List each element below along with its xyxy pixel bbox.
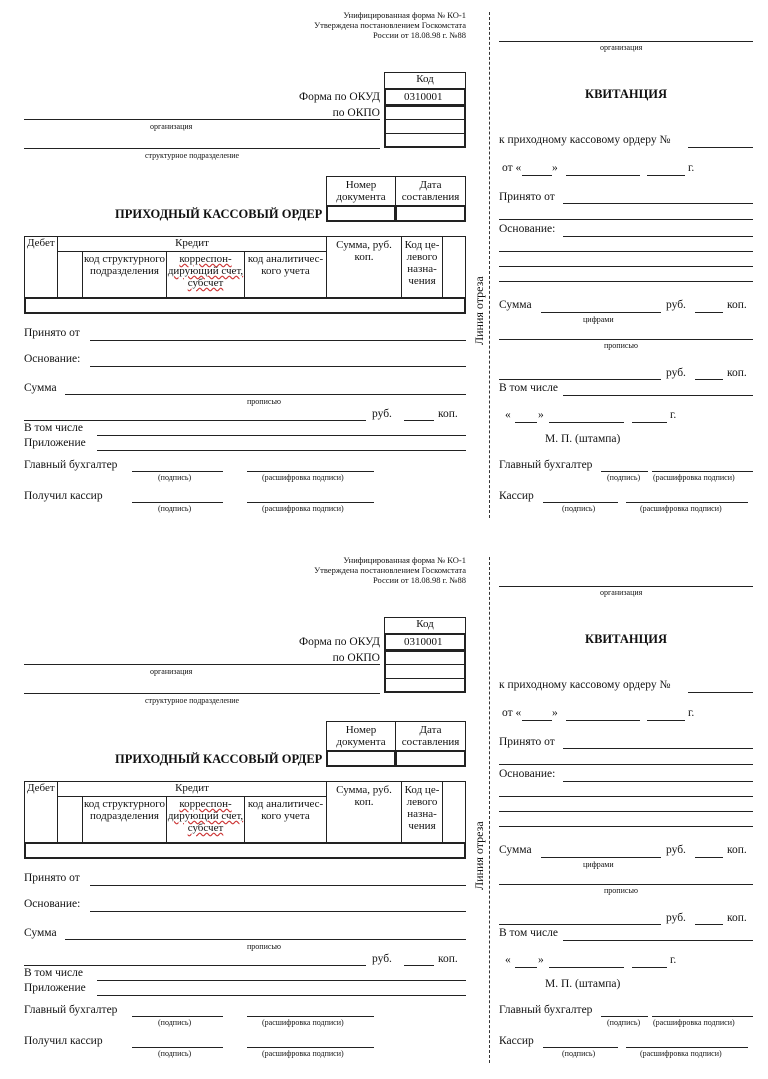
okud-value[interactable]: 0310001 bbox=[384, 633, 466, 651]
receipt-received-line-2[interactable] bbox=[499, 219, 753, 220]
receipt-basis-line-2[interactable] bbox=[499, 796, 753, 797]
header-line1: Унифицированная форма № КО-1 bbox=[343, 10, 466, 20]
sum-line[interactable] bbox=[65, 939, 466, 940]
receipt-stamp-label: М. П. (штампа) bbox=[545, 978, 621, 990]
basis-label: Основание: bbox=[24, 898, 81, 910]
cashier-signature-line[interactable] bbox=[132, 1047, 223, 1048]
receipt-sum-label: Сумма bbox=[499, 299, 532, 311]
okpo-value[interactable] bbox=[384, 650, 466, 693]
receipt-date-month-line[interactable] bbox=[549, 967, 624, 968]
kop-line[interactable] bbox=[404, 420, 434, 421]
th-purpose: Код це-левого назна-чения bbox=[401, 236, 443, 298]
receipt-chief-accountant-label: Главный бухгалтер bbox=[499, 1004, 593, 1016]
th-debit: Дебет bbox=[24, 781, 58, 843]
cashier-decoding-caption: (расшифровка подписи) bbox=[262, 504, 344, 513]
order-title: ПРИХОДНЫЙ КАССОВЫЙ ОРДЕР bbox=[115, 207, 323, 221]
okpo-label: по ОКПО bbox=[332, 652, 380, 664]
receipt-org-line[interactable] bbox=[499, 586, 753, 587]
receipt-kop-line-2[interactable] bbox=[695, 379, 723, 380]
receipt-to-order-label: к приходному кассовому ордеру № bbox=[499, 679, 671, 691]
receipt-chief-signature-line[interactable] bbox=[601, 471, 648, 472]
cashier-signature-caption: (подпись) bbox=[158, 1049, 192, 1058]
receipt-from-label: от « bbox=[502, 162, 522, 174]
received-from-label: Принято от bbox=[24, 327, 80, 339]
cashier-decoding-line[interactable] bbox=[247, 502, 374, 503]
received-from-line[interactable] bbox=[90, 885, 466, 886]
receipt-figures-caption: цифрами bbox=[583, 315, 614, 324]
subdiv-line[interactable] bbox=[24, 148, 380, 149]
receipt-including-label: В том числе bbox=[499, 927, 558, 939]
basis-line[interactable] bbox=[90, 911, 466, 912]
attachment-line[interactable] bbox=[97, 995, 466, 996]
th-corr-account-text: корреспон-дирующий счет, субсчет bbox=[167, 253, 244, 289]
doc-number-header: Номер документа bbox=[326, 176, 396, 206]
okud-value[interactable]: 0310001 bbox=[384, 88, 466, 106]
kop-label: коп. bbox=[438, 953, 458, 965]
receipt-date-quote-open: « bbox=[505, 954, 511, 966]
receipt-date-quote-open: « bbox=[505, 409, 511, 421]
okpo-value[interactable] bbox=[384, 105, 466, 148]
receipt-basis-label: Основание: bbox=[499, 223, 556, 235]
receipt-basis-line-2[interactable] bbox=[499, 251, 753, 252]
sum-in-words-caption: прописью bbox=[247, 397, 282, 406]
subdiv-caption: структурное подразделение bbox=[145, 151, 240, 160]
order-title: ПРИХОДНЫЙ КАССОВЫЙ ОРДЕР bbox=[115, 752, 323, 766]
receipt-words-caption: прописью bbox=[604, 341, 639, 350]
receipt-date-day-line[interactable] bbox=[515, 967, 537, 968]
th-purpose: Код це-левого назна-чения bbox=[401, 781, 443, 843]
sum-line[interactable] bbox=[65, 394, 466, 395]
cashier-label: Получил кассир bbox=[24, 1035, 103, 1047]
receipt-basis-line[interactable] bbox=[563, 781, 753, 782]
receipt-day-line[interactable] bbox=[522, 175, 552, 176]
chief-signature-line[interactable] bbox=[132, 1016, 223, 1017]
okpo-label: по ОКПО bbox=[332, 107, 380, 119]
cashier-signature-line[interactable] bbox=[132, 502, 223, 503]
th-analytic-code: код аналитичес-кого учета bbox=[244, 251, 327, 298]
cashier-signature-caption: (подпись) bbox=[158, 504, 192, 513]
receipt-including-line[interactable] bbox=[563, 395, 753, 396]
receipt-chief-signature-caption: (подпись) bbox=[607, 473, 641, 482]
receipt-date-day-line[interactable] bbox=[515, 422, 537, 423]
receipt-basis-line[interactable] bbox=[563, 236, 753, 237]
receipt-date-year-label: г. bbox=[670, 409, 677, 421]
receipt-cashier-signature-line[interactable] bbox=[543, 1047, 618, 1048]
receipt-day-line[interactable] bbox=[522, 720, 552, 721]
receipt-cashier-decoding-line[interactable] bbox=[626, 1047, 748, 1048]
receipt-quote-close: » bbox=[552, 707, 558, 719]
code-header: Код bbox=[384, 617, 466, 634]
receipt-figures-caption: цифрами bbox=[583, 860, 614, 869]
chief-decoding-line[interactable] bbox=[247, 1016, 374, 1017]
th-credit-blank bbox=[57, 796, 83, 843]
receipt-year-line[interactable] bbox=[647, 720, 685, 721]
th-empty bbox=[442, 236, 466, 298]
okud-label: Форма по ОКУД bbox=[299, 636, 380, 648]
receipt-sum-words-line-2[interactable] bbox=[499, 379, 661, 380]
attachment-label: Приложение bbox=[24, 982, 86, 994]
sum-in-words-caption: прописью bbox=[247, 942, 282, 951]
receipt-cashier-label: Кассир bbox=[499, 490, 534, 502]
receipt-basis-line-3[interactable] bbox=[499, 811, 753, 812]
header-line2: Утверждена постановлением Госкомстата bbox=[314, 20, 466, 30]
receipt-date-year-label: г. bbox=[670, 954, 677, 966]
receipt-received-line-2[interactable] bbox=[499, 764, 753, 765]
header-line1: Унифицированная форма № КО-1 bbox=[343, 555, 466, 565]
rub-label: руб. bbox=[372, 408, 392, 420]
org-line[interactable] bbox=[24, 119, 380, 120]
th-struct-code: код структурного подразделения bbox=[82, 251, 167, 298]
receipt-year-line[interactable] bbox=[647, 175, 685, 176]
receipt-received-from-label: Принято от bbox=[499, 191, 555, 203]
receipt-rub-label-2: руб. bbox=[666, 912, 686, 924]
chief-accountant-label: Главный бухгалтер bbox=[24, 459, 118, 471]
receipt-org-line[interactable] bbox=[499, 41, 753, 42]
receipt-year-label: г. bbox=[688, 707, 695, 719]
receipt-chief-decoding-line[interactable] bbox=[652, 1016, 753, 1017]
receipt-sum-words-line[interactable] bbox=[499, 884, 753, 885]
org-line[interactable] bbox=[24, 664, 380, 665]
receipt-order-number-line[interactable] bbox=[688, 692, 753, 693]
receipt-chief-decoding-caption: (расшифровка подписи) bbox=[653, 1018, 735, 1027]
receipt-kop-line[interactable] bbox=[695, 312, 723, 313]
receipt-chief-decoding-line[interactable] bbox=[652, 471, 753, 472]
kop-line[interactable] bbox=[404, 965, 434, 966]
doc-date-header: Дата составления bbox=[395, 176, 466, 206]
receipt-rub-label: руб. bbox=[666, 299, 686, 311]
th-analytic-code: код аналитичес-кого учета bbox=[244, 796, 327, 843]
th-debit: Дебет bbox=[24, 236, 58, 298]
cashier-label: Получил кассир bbox=[24, 490, 103, 502]
cut-line bbox=[489, 12, 490, 518]
chief-decoding-caption: (расшифровка подписи) bbox=[262, 1018, 344, 1027]
receipt-cashier-signature-caption: (подпись) bbox=[562, 504, 596, 513]
receipt-kop-label: коп. bbox=[727, 844, 747, 856]
cash-order-form-1 bbox=[0, 0, 768, 534]
receipt-kop-label-2: коп. bbox=[727, 912, 747, 924]
receipt-chief-signature-line[interactable] bbox=[601, 1016, 648, 1017]
receipt-chief-accountant-label: Главный бухгалтер bbox=[499, 459, 593, 471]
receipt-chief-decoding-caption: (расшифровка подписи) bbox=[653, 473, 735, 482]
receipt-cashier-decoding-caption: (расшифровка подписи) bbox=[640, 504, 722, 513]
receipt-sum-figures-line[interactable] bbox=[541, 857, 661, 858]
th-struct-code: код структурного подразделения bbox=[82, 796, 167, 843]
receipt-including-line[interactable] bbox=[563, 940, 753, 941]
receipt-quote-close: » bbox=[552, 162, 558, 174]
receipt-sum-words-line-2[interactable] bbox=[499, 924, 661, 925]
receipt-rub-label-2: руб. bbox=[666, 367, 686, 379]
received-from-line[interactable] bbox=[90, 340, 466, 341]
chief-signature-caption: (подпись) bbox=[158, 1018, 192, 1027]
cut-line-label: Линия отреза bbox=[472, 821, 486, 890]
cut-line-label: Линия отреза bbox=[472, 276, 486, 345]
receipt-received-from-label: Принято от bbox=[499, 736, 555, 748]
cut-line bbox=[489, 557, 490, 1063]
receipt-rub-label: руб. bbox=[666, 844, 686, 856]
org-caption: организация bbox=[150, 667, 193, 676]
th-empty bbox=[442, 781, 466, 843]
receipt-year-label: г. bbox=[688, 162, 695, 174]
received-from-label: Принято от bbox=[24, 872, 80, 884]
subdiv-caption: структурное подразделение bbox=[145, 696, 240, 705]
including-line[interactable] bbox=[97, 980, 466, 981]
receipt-date-quote-close: » bbox=[538, 409, 544, 421]
receipt-date-quote-close: » bbox=[538, 954, 544, 966]
receipt-date-month-line[interactable] bbox=[549, 422, 624, 423]
th-corr-account bbox=[166, 251, 245, 298]
attachment-line[interactable] bbox=[97, 450, 466, 451]
header-line3: России от 18.08.98 г. №88 bbox=[373, 30, 466, 40]
th-corr-account-text: корреспон-дирующий счет, субсчет bbox=[167, 798, 244, 834]
receipt-kop-line[interactable] bbox=[695, 857, 723, 858]
doc-date-header: Дата составления bbox=[395, 721, 466, 751]
header-line3: России от 18.08.98 г. №88 bbox=[373, 575, 466, 585]
receipt-basis-label: Основание: bbox=[499, 768, 556, 780]
receipt-title: КВИТАНЦИЯ bbox=[585, 87, 668, 101]
header-line2: Утверждена постановлением Госкомстата bbox=[314, 565, 466, 575]
receipt-including-label: В том числе bbox=[499, 382, 558, 394]
rub-label: руб. bbox=[372, 953, 392, 965]
cashier-decoding-line[interactable] bbox=[247, 1047, 374, 1048]
receipt-cashier-decoding-line[interactable] bbox=[626, 502, 748, 503]
subdiv-line[interactable] bbox=[24, 693, 380, 694]
doc-number-value[interactable] bbox=[326, 750, 396, 767]
receipt-sum-label: Сумма bbox=[499, 844, 532, 856]
chief-decoding-caption: (расшифровка подписи) bbox=[262, 473, 344, 482]
sum-label: Сумма bbox=[24, 382, 57, 394]
receipt-chief-signature-caption: (подпись) bbox=[607, 1018, 641, 1027]
receipt-basis-line-4[interactable] bbox=[499, 281, 753, 282]
cash-order-form-2 bbox=[0, 545, 768, 1079]
chief-signature-caption: (подпись) bbox=[158, 473, 192, 482]
chief-signature-line[interactable] bbox=[132, 471, 223, 472]
chief-accountant-label: Главный бухгалтер bbox=[24, 1004, 118, 1016]
basis-label: Основание: bbox=[24, 353, 81, 365]
receipt-month-line[interactable] bbox=[566, 175, 640, 176]
doc-number-header: Номер документа bbox=[326, 721, 396, 751]
receipt-month-line[interactable] bbox=[566, 720, 640, 721]
sum-line-2[interactable] bbox=[24, 965, 366, 966]
cashier-decoding-caption: (расшифровка подписи) bbox=[262, 1049, 344, 1058]
receipt-words-caption: прописью bbox=[604, 886, 639, 895]
okud-label: Форма по ОКУД bbox=[299, 91, 380, 103]
receipt-from-label: от « bbox=[502, 707, 522, 719]
receipt-to-order-label: к приходному кассовому ордеру № bbox=[499, 134, 671, 146]
receipt-cashier-decoding-caption: (расшифровка подписи) bbox=[640, 1049, 722, 1058]
receipt-received-from-line[interactable] bbox=[563, 203, 753, 204]
receipt-stamp-label: М. П. (штампа) bbox=[545, 433, 621, 445]
receipt-kop-label-2: коп. bbox=[727, 367, 747, 379]
th-credit: Кредит bbox=[57, 236, 327, 252]
receipt-date-year-line[interactable] bbox=[632, 422, 667, 423]
table-data-row[interactable] bbox=[24, 842, 466, 859]
th-sum: Сумма, руб. коп. bbox=[326, 781, 402, 843]
sum-label: Сумма bbox=[24, 927, 57, 939]
receipt-cashier-signature-caption: (подпись) bbox=[562, 1049, 596, 1058]
th-corr-account bbox=[166, 796, 245, 843]
doc-date-value[interactable] bbox=[395, 750, 466, 767]
receipt-title: КВИТАНЦИЯ bbox=[585, 632, 668, 646]
chief-decoding-line[interactable] bbox=[247, 471, 374, 472]
sum-line-2[interactable] bbox=[24, 420, 366, 421]
including-line[interactable] bbox=[97, 435, 466, 436]
receipt-cashier-signature-line[interactable] bbox=[543, 502, 618, 503]
receipt-order-number-line[interactable] bbox=[688, 147, 753, 148]
th-sum: Сумма, руб. коп. bbox=[326, 236, 402, 298]
receipt-received-from-line[interactable] bbox=[563, 748, 753, 749]
basis-line[interactable] bbox=[90, 366, 466, 367]
receipt-basis-line-3[interactable] bbox=[499, 266, 753, 267]
org-caption: организация bbox=[150, 122, 193, 131]
code-header: Код bbox=[384, 72, 466, 89]
receipt-kop-line-2[interactable] bbox=[695, 924, 723, 925]
receipt-org-caption: организация bbox=[600, 43, 643, 52]
attachment-label: Приложение bbox=[24, 437, 86, 449]
including-label: В том числе bbox=[24, 967, 83, 979]
receipt-sum-words-line[interactable] bbox=[499, 339, 753, 340]
receipt-kop-label: коп. bbox=[727, 299, 747, 311]
table-data-row[interactable] bbox=[24, 297, 466, 314]
receipt-cashier-label: Кассир bbox=[499, 1035, 534, 1047]
receipt-basis-line-4[interactable] bbox=[499, 826, 753, 827]
th-credit-blank bbox=[57, 251, 83, 298]
th-credit: Кредит bbox=[57, 781, 327, 797]
doc-number-value[interactable] bbox=[326, 205, 396, 222]
receipt-date-year-line[interactable] bbox=[632, 967, 667, 968]
receipt-org-caption: организация bbox=[600, 588, 643, 597]
doc-date-value[interactable] bbox=[395, 205, 466, 222]
kop-label: коп. bbox=[438, 408, 458, 420]
receipt-sum-figures-line[interactable] bbox=[541, 312, 661, 313]
including-label: В том числе bbox=[24, 422, 83, 434]
